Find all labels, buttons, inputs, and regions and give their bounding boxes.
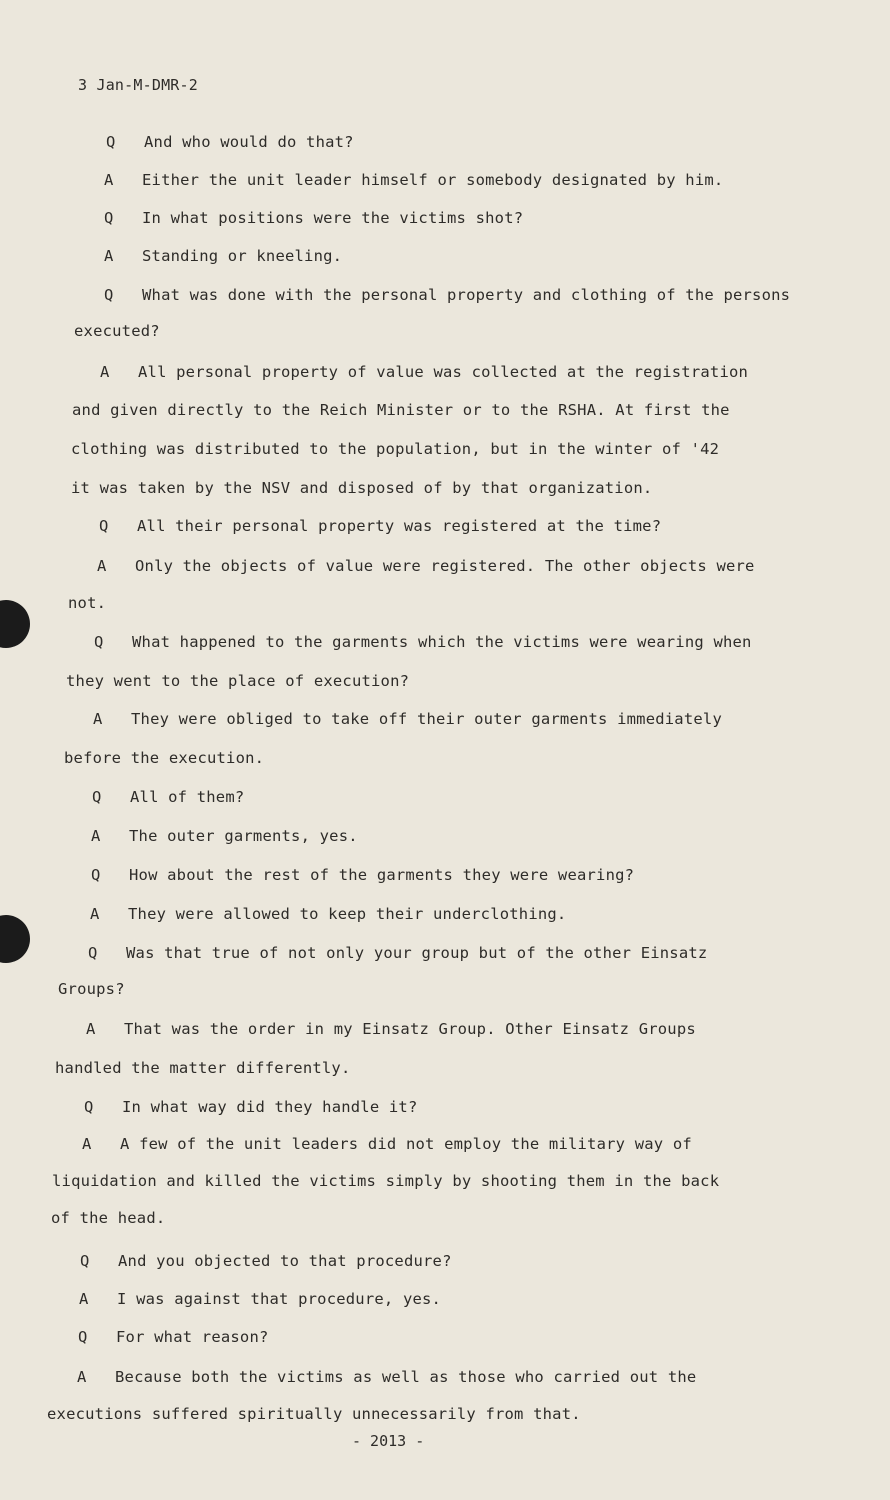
punch-hole xyxy=(0,915,30,963)
line-text: liquidation and killed the victims simply by shooting them in the back xyxy=(52,1172,720,1190)
transcript-line xyxy=(84,1098,418,1116)
speaker-label: A xyxy=(91,827,101,845)
transcript-line xyxy=(104,247,342,265)
line-text: And you objected to that procedure? xyxy=(118,1252,452,1270)
transcript-line xyxy=(79,1290,441,1308)
speaker-label: Q xyxy=(99,517,109,535)
transcript-line xyxy=(97,557,755,575)
line-text: All personal property of value was collected at the registration xyxy=(138,363,749,381)
transcript-line xyxy=(92,788,244,806)
transcript-line xyxy=(100,363,748,381)
speaker-label: Q xyxy=(80,1252,90,1270)
line-text: All their personal property was registered at the time? xyxy=(137,517,662,535)
speaker-label: Q xyxy=(94,633,104,651)
line-text: And who would do that? xyxy=(144,133,354,151)
line-text: Either the unit leader himself or somebody designated by him. xyxy=(142,171,724,189)
line-text: For what reason? xyxy=(116,1328,269,1346)
transcript-line xyxy=(99,517,661,535)
transcript-line xyxy=(93,710,722,728)
line-text: Standing or kneeling. xyxy=(142,247,343,265)
transcript-line xyxy=(104,286,790,304)
line-text: Only the objects of value were registered. The other objects were xyxy=(135,557,755,575)
speaker-label: Q xyxy=(91,866,101,884)
transcript-line xyxy=(66,672,409,690)
transcript-line xyxy=(82,1135,692,1153)
speaker-label: Q xyxy=(88,944,98,962)
transcript-line xyxy=(80,1252,452,1270)
transcript-line xyxy=(90,905,566,923)
speaker-label: A xyxy=(82,1135,92,1153)
line-text: They were allowed to keep their underclothing. xyxy=(128,905,567,923)
page-number: - 2013 - xyxy=(352,1432,425,1450)
transcript-line xyxy=(51,1209,165,1227)
transcript-line xyxy=(78,1328,269,1346)
transcript-line xyxy=(104,171,723,189)
transcript-line xyxy=(71,479,652,497)
transcript-line xyxy=(88,944,707,962)
line-text: Groups? xyxy=(58,980,125,998)
transcript-line xyxy=(68,594,106,612)
speaker-label: A xyxy=(97,557,107,575)
line-text: executed? xyxy=(74,322,160,340)
speaker-label: Q xyxy=(104,209,114,227)
transcript-line xyxy=(86,1020,696,1038)
line-text: They were obliged to take off their outer garments immediately xyxy=(131,710,722,728)
line-text: What happened to the garments which the victims were wearing when xyxy=(132,633,752,651)
speaker-label: Q xyxy=(92,788,102,806)
speaker-label: A xyxy=(100,363,110,381)
line-text: Because both the victims as well as those who carried out the xyxy=(115,1368,697,1386)
transcript-line xyxy=(106,133,354,151)
line-text: What was done with the personal property and clothing of the persons xyxy=(142,286,791,304)
transcript-line xyxy=(74,322,160,340)
line-text: Was that true of not only your group but of the other Einsatz xyxy=(126,944,708,962)
speaker-label: Q xyxy=(106,133,116,151)
speaker-label: A xyxy=(104,247,114,265)
transcript-line xyxy=(91,827,358,845)
transcript-line xyxy=(71,440,719,458)
line-text: it was taken by the NSV and disposed of by that organization. xyxy=(71,479,653,497)
line-text: That was the order in my Einsatz Group. Other Einsatz Groups xyxy=(124,1020,696,1038)
speaker-label: Q xyxy=(84,1098,94,1116)
transcript-line xyxy=(94,633,752,651)
transcript-line xyxy=(72,401,730,419)
line-text: handled the matter differently. xyxy=(55,1059,351,1077)
speaker-label: A xyxy=(86,1020,96,1038)
punch-hole xyxy=(0,600,30,648)
line-text: All of them? xyxy=(130,788,245,806)
line-text: How about the rest of the garments they were wearing? xyxy=(129,866,635,884)
line-text: In what way did they handle it? xyxy=(122,1098,418,1116)
line-text: they went to the place of execution? xyxy=(66,672,410,690)
speaker-label: A xyxy=(93,710,103,728)
transcript-line xyxy=(77,1368,696,1386)
transcript-line xyxy=(55,1059,351,1077)
line-text: before the execution. xyxy=(64,749,265,767)
transcript-line xyxy=(58,980,125,998)
speaker-label: Q xyxy=(78,1328,88,1346)
transcript-line xyxy=(91,866,634,884)
line-text: of the head. xyxy=(51,1209,166,1227)
transcript-line xyxy=(52,1172,719,1190)
speaker-label: Q xyxy=(104,286,114,304)
speaker-label: A xyxy=(79,1290,89,1308)
line-text: A few of the unit leaders did not employ the military way of xyxy=(120,1135,692,1153)
transcript-line xyxy=(47,1405,581,1423)
transcript-line xyxy=(104,209,523,227)
line-text: The outer garments, yes. xyxy=(129,827,358,845)
document-header: 3 Jan-M-DMR-2 xyxy=(78,76,198,94)
line-text: and given directly to the Reich Minister or to the RSHA. At first the xyxy=(72,401,730,419)
line-text: not. xyxy=(68,594,107,612)
speaker-label: A xyxy=(77,1368,87,1386)
speaker-label: A xyxy=(104,171,114,189)
line-text: I was against that procedure, yes. xyxy=(117,1290,442,1308)
speaker-label: A xyxy=(90,905,100,923)
line-text: In what positions were the victims shot? xyxy=(142,209,524,227)
line-text: executions suffered spiritually unnecessarily from that. xyxy=(47,1405,581,1423)
transcript-line xyxy=(64,749,264,767)
line-text: clothing was distributed to the population, but in the winter of '42 xyxy=(71,440,720,458)
